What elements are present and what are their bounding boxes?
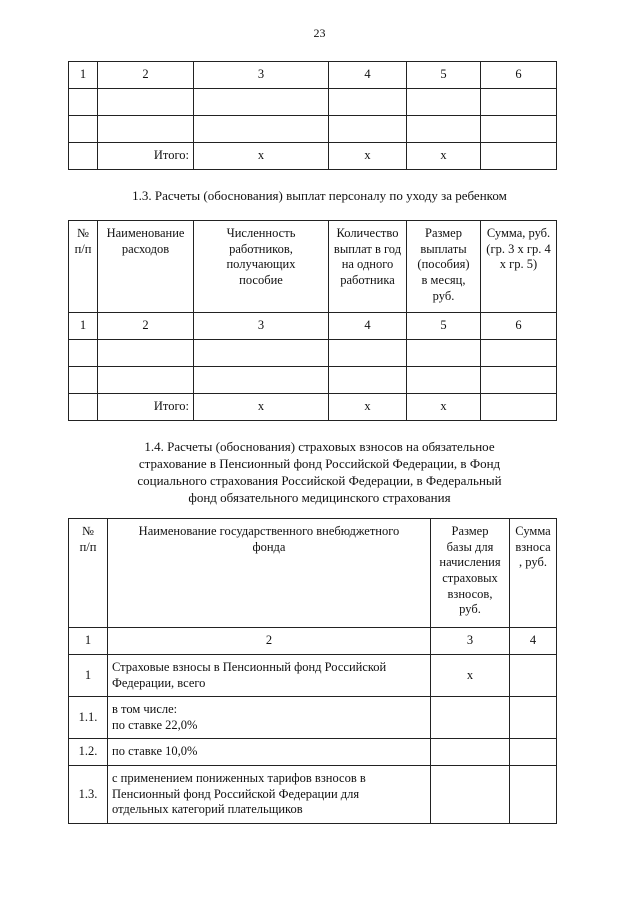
table-column-numbers-row <box>69 628 557 655</box>
table-cell <box>69 116 98 143</box>
table-cell <box>329 89 407 116</box>
section-1-3-title: 1.3. Расчеты (обоснования) выплат персоналу по уходу за ребенком <box>132 188 507 203</box>
table-continuation <box>68 61 557 170</box>
total-col3: x <box>194 394 329 421</box>
col-number-4: 4 <box>329 62 407 89</box>
table-cell <box>69 394 98 421</box>
table-cell <box>407 340 481 367</box>
row-number: 1.3. <box>69 766 108 824</box>
col-number-1: 1 <box>69 628 108 655</box>
col-number-4: 4 <box>329 313 407 340</box>
total-col5: x <box>407 394 481 421</box>
table-cell <box>481 340 557 367</box>
table-cell <box>194 367 329 394</box>
row-number: 1.1. <box>69 697 108 739</box>
row-name: в том числе: по ставке 22,0% <box>108 697 431 739</box>
row-number: 1.2. <box>69 739 108 766</box>
header-num: № п/п <box>69 519 108 628</box>
row-number: 1 <box>69 655 108 697</box>
page-number: 23 <box>313 26 326 40</box>
table-cell <box>481 116 557 143</box>
section-1-4-title: 1.4. Расчеты (обоснования) страховых взносов на обязательное страхование в Пенсионный фонд Российской Федерации, в Фонд социального страхования Российской Федерации, в Федеральный фонд обязательного медицинского страхования <box>137 439 502 505</box>
col-number-3: 3 <box>431 628 510 655</box>
row-sum <box>510 697 557 739</box>
total-col3: x <box>194 143 329 170</box>
header-fund-name: Наименование государственного внебюджетного фонда <box>108 519 431 628</box>
table-cell <box>481 143 557 170</box>
header-employee-count: Численность работников, получающих пособие <box>194 221 329 313</box>
table-cell <box>481 89 557 116</box>
table-column-numbers-row <box>69 313 557 340</box>
col-number-5: 5 <box>407 62 481 89</box>
table-row <box>69 655 557 697</box>
table-cell <box>407 89 481 116</box>
table-cell <box>329 116 407 143</box>
header-payments-per-year: Количество выплат в год на одного работника <box>329 221 407 313</box>
row-sum <box>510 739 557 766</box>
total-col4: x <box>329 143 407 170</box>
table-cell <box>407 116 481 143</box>
table-cell <box>69 367 98 394</box>
header-contribution-sum: Сумма взноса , руб. <box>510 519 557 628</box>
table-cell <box>98 116 194 143</box>
table-row <box>69 766 557 824</box>
col-number-3: 3 <box>194 313 329 340</box>
row-base <box>431 739 510 766</box>
table-header-row <box>69 221 557 313</box>
total-row <box>69 394 557 421</box>
row-name: по ставке 10,0% <box>108 739 431 766</box>
col-number-1: 1 <box>69 313 98 340</box>
total-row <box>69 143 557 170</box>
header-expense-name: Наименование расходов <box>98 221 194 313</box>
table-header-row <box>69 519 557 628</box>
col-number-3: 3 <box>194 62 329 89</box>
table-cell <box>98 367 194 394</box>
header-sum: Сумма, руб. (гр. 3 x гр. 4 x гр. 5) <box>481 221 557 313</box>
col-number-5: 5 <box>407 313 481 340</box>
table-section-1-4 <box>68 518 557 824</box>
col-number-6: 6 <box>481 313 557 340</box>
total-col5: x <box>407 143 481 170</box>
table-cell <box>69 340 98 367</box>
table-row <box>69 697 557 739</box>
table-cell <box>329 340 407 367</box>
col-number-2: 2 <box>98 313 194 340</box>
table-row <box>69 116 557 143</box>
header-base-size: Размер базы для начисления страховых взносов, руб. <box>431 519 510 628</box>
row-base: x <box>431 655 510 697</box>
table-row <box>69 340 557 367</box>
table-cell <box>194 340 329 367</box>
table-column-numbers-row <box>69 62 557 89</box>
table-cell <box>98 340 194 367</box>
table-row <box>69 739 557 766</box>
header-payment-amount: Размер выплаты (пособия) в месяц, руб. <box>407 221 481 313</box>
table-row <box>69 89 557 116</box>
table-cell <box>69 143 98 170</box>
col-number-6: 6 <box>481 62 557 89</box>
row-name: Страховые взносы в Пенсионный фонд Российской Федерации, всего <box>108 655 431 697</box>
row-sum <box>510 766 557 824</box>
table-cell <box>481 367 557 394</box>
table-cell <box>481 394 557 421</box>
table-cell <box>98 89 194 116</box>
total-label: Итого: <box>98 143 194 170</box>
col-number-2: 2 <box>108 628 431 655</box>
table-cell <box>69 89 98 116</box>
col-number-4: 4 <box>510 628 557 655</box>
table-cell <box>194 116 329 143</box>
table-cell <box>407 367 481 394</box>
row-name: с применением пониженных тарифов взносов в Пенсионный фонд Российской Федерации для отдельных категорий плательщиков <box>108 766 431 824</box>
table-cell <box>329 367 407 394</box>
total-col4: x <box>329 394 407 421</box>
header-num: № п/п <box>69 221 98 313</box>
row-sum <box>510 655 557 697</box>
table-cell <box>194 89 329 116</box>
table-row <box>69 367 557 394</box>
col-number-1: 1 <box>69 62 98 89</box>
row-base <box>431 697 510 739</box>
table-section-1-3 <box>68 220 557 421</box>
col-number-2: 2 <box>98 62 194 89</box>
row-base <box>431 766 510 824</box>
total-label: Итого: <box>98 394 194 421</box>
